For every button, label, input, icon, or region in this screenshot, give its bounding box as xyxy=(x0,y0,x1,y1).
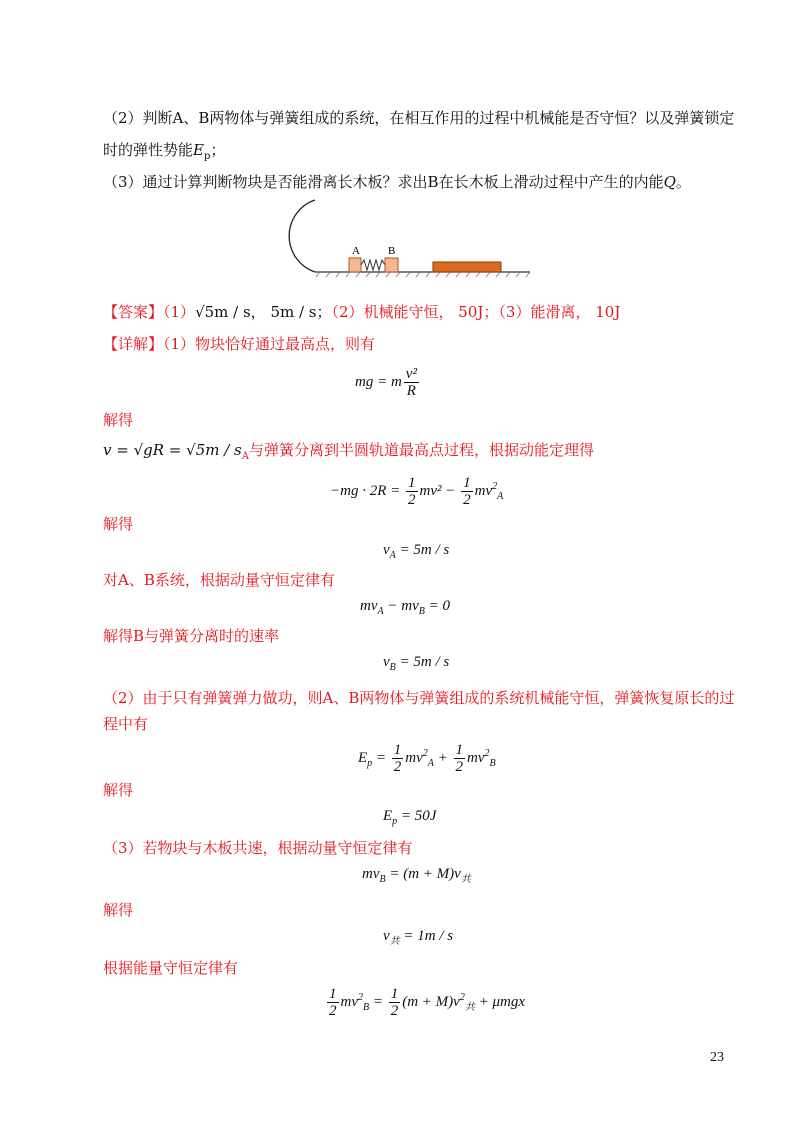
solve-3: 解得 xyxy=(103,781,134,799)
eq3-lhs: −mg · 2R = xyxy=(330,482,401,499)
equation-8 xyxy=(383,806,436,832)
ab-system-line: 对A、B系统，根据动量守恒定律有 xyxy=(103,571,335,589)
question-3-text: （3）通过计算判断物块是否能滑离长木板？求出B在长木板上滑动过程中产生的内能 xyxy=(103,173,664,191)
eq7-sup2: 2 xyxy=(484,747,490,759)
eq9-rhs: = (m + M)v xyxy=(385,866,461,882)
eq3-frac-2 xyxy=(461,475,473,508)
eq7-t2: mv xyxy=(467,749,485,766)
eq3-sup: 2 xyxy=(492,480,498,492)
eq10-sub: 共 xyxy=(389,936,400,947)
eq7-sup1: 2 xyxy=(422,747,428,759)
eq7-frac1-den: 2 xyxy=(393,759,402,775)
eq7-plus: + xyxy=(437,749,448,766)
energy-line: 根据能量守恒定律有 xyxy=(103,959,239,977)
solve-b-line: 解得B与弹簧分离时的速率 xyxy=(103,627,280,645)
eq8-sub: p xyxy=(392,816,398,827)
eq3-frac1-num: 1 xyxy=(408,475,416,491)
eq11-frac2-den: 2 xyxy=(390,1003,399,1019)
eq11-sub1: B xyxy=(363,1001,370,1013)
part-3-line: （3）若物块与木板共速，根据动量守恒定律有 xyxy=(103,839,413,857)
eq1-num: v² xyxy=(405,366,417,382)
answer-1-label: （1） xyxy=(163,303,196,321)
eq5-rhs: = 0 xyxy=(424,598,450,614)
eq7-sub2: B xyxy=(489,757,496,769)
eq7-eq: = xyxy=(372,749,387,766)
eq4-var: v xyxy=(383,542,390,558)
eq9-lhs-sub: B xyxy=(379,874,386,885)
eq3-frac2-den: 2 xyxy=(463,492,471,508)
detail-line xyxy=(103,334,375,354)
eq3-term-2: mv xyxy=(474,482,493,499)
eq3-frac1-den: 2 xyxy=(408,492,416,508)
answer-2: （2）机械能守恒， 50J； xyxy=(331,303,499,321)
eq2-text: v = √gR = √5m / s xyxy=(103,441,242,459)
equation-7 xyxy=(358,742,496,775)
eq6-var: v xyxy=(383,654,390,670)
eq3-frac-1 xyxy=(406,475,418,508)
detail-tag: 【详解】 xyxy=(103,335,164,353)
eq11-sup2: 2 xyxy=(459,991,465,1003)
detail-1-text: （1）物块恰好通过最高点，则有 xyxy=(163,335,376,353)
eq5-t1: mv xyxy=(360,598,378,614)
label-b: B xyxy=(388,245,396,257)
eq8-rhs: = 50J xyxy=(397,808,437,824)
eq7-frac1-num: 1 xyxy=(393,742,402,758)
eq2-tail: 与弹簧分离到半圆轨道最高点过程，根据动能定理得 xyxy=(248,441,594,459)
ep-symbol: E xyxy=(193,141,204,159)
eq11-frac-1 xyxy=(327,986,339,1019)
eq7-sub1: A xyxy=(427,757,434,769)
question-2-line-1: （2）判断A、B两物体与弹簧组成的系统，在相互作用的过程中机械能是否守恒？以及弹簧锁定 xyxy=(103,109,735,127)
equation-5 xyxy=(360,596,450,622)
eq7-lhs: E xyxy=(358,749,368,766)
question-2-suffix: ； xyxy=(210,141,226,159)
equation-3 xyxy=(330,475,503,508)
equation-9 xyxy=(362,864,471,890)
equation-1 xyxy=(355,366,421,399)
eq7-frac2-num: 1 xyxy=(455,742,464,758)
answer-3: （3）能滑离， 10J xyxy=(498,303,621,321)
eq11-sub2: 共 xyxy=(464,1001,475,1013)
physics-diagram xyxy=(275,196,535,286)
eq11-t2: (m + M)v xyxy=(402,993,460,1010)
eq2-sub: A xyxy=(241,451,249,462)
q-symbol: Q xyxy=(663,173,676,191)
block-a xyxy=(349,258,361,272)
eq3-sub: A xyxy=(497,490,504,502)
eq4-sub: A xyxy=(389,550,396,561)
label-a: A xyxy=(352,245,360,257)
eq3-term-1: mv² − xyxy=(419,482,456,499)
page-number: 23 xyxy=(710,1050,724,1065)
eq10-rhs: = 1m / s xyxy=(399,928,454,944)
equation-10 xyxy=(383,926,453,952)
solve-1: 解得 xyxy=(103,411,134,429)
equation-4 xyxy=(383,540,449,566)
eq1-den: R xyxy=(406,383,416,399)
eq5-sub1: A xyxy=(377,606,384,617)
answer-1-values: √5m / s， 5m / s； xyxy=(195,303,332,321)
question-3-end: 。 xyxy=(675,173,691,191)
ep-sub: p xyxy=(203,151,211,162)
spring xyxy=(361,260,385,270)
eq7-t1: mv xyxy=(405,749,423,766)
equation-2-line xyxy=(103,440,594,467)
eq8-var: E xyxy=(383,808,393,824)
eq7-frac-2 xyxy=(454,742,466,775)
semicircle-track xyxy=(289,200,315,272)
eq11-frac-2 xyxy=(389,986,401,1019)
eq4-rhs: = 5m / s xyxy=(395,542,450,558)
eq7-lhs-sub: p xyxy=(367,757,373,769)
equation-6 xyxy=(383,652,449,678)
eq11-frac2-num: 1 xyxy=(390,986,399,1002)
answer-line xyxy=(103,302,620,322)
question-2-line-2 xyxy=(103,140,225,167)
eq10-var: v xyxy=(383,928,390,944)
solve-4: 解得 xyxy=(103,901,134,919)
question-3-line xyxy=(103,172,691,192)
eq6-sub: B xyxy=(389,662,396,673)
solve-2: 解得 xyxy=(103,515,134,533)
eq11-frac1-den: 2 xyxy=(329,1003,337,1019)
eq7-frac2-den: 2 xyxy=(455,759,464,775)
eq11-t1: mv xyxy=(340,993,358,1010)
equation-11 xyxy=(325,986,525,1019)
eq1-lhs: mg = m xyxy=(355,373,402,390)
block-b xyxy=(385,258,398,272)
eq9-rhs-sub: 共 xyxy=(460,874,471,885)
eq11-frac1-num: 1 xyxy=(329,986,337,1002)
eq3-frac2-num: 1 xyxy=(463,475,471,491)
eq11-eq: = xyxy=(372,993,383,1010)
ground-hatching xyxy=(316,272,530,277)
eq5-mid: − mv xyxy=(383,598,419,614)
eq9-lhs: mv xyxy=(362,866,380,882)
part-2-line-2: 程中有 xyxy=(103,715,149,733)
eq6-rhs: = 5m / s xyxy=(395,654,450,670)
long-board xyxy=(433,262,501,272)
eq1-fraction xyxy=(404,366,419,399)
answer-tag: 【答案】 xyxy=(103,303,164,321)
eq5-sub2: B xyxy=(418,606,425,617)
eq7-frac-1 xyxy=(392,742,404,775)
eq11-sup1: 2 xyxy=(358,991,363,1003)
question-2-prefix: 时的弹性势能 xyxy=(103,141,194,159)
eq11-tail: + μmgx xyxy=(474,993,525,1010)
part-2-line-1: （2）由于只有弹簧弹力做功，则A、B两物体与弹簧组成的系统机械能守恒，弹簧恢复原长的过 xyxy=(103,689,735,707)
